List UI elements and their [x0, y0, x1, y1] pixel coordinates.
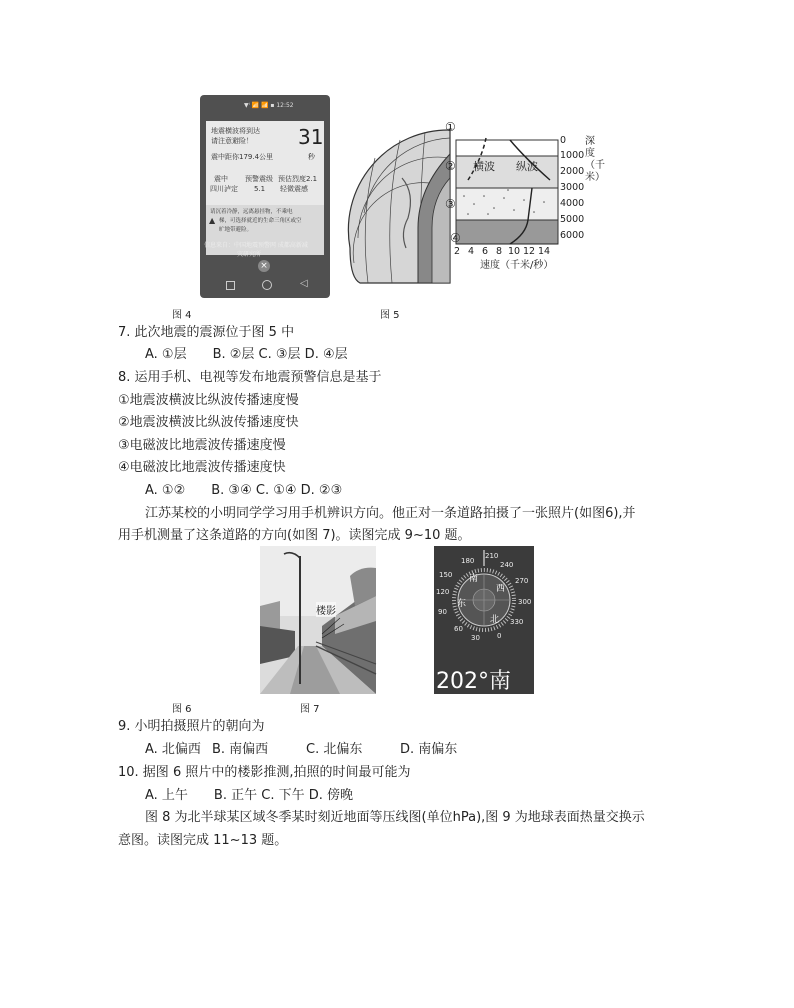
layer-4-band: [456, 220, 558, 244]
speed-tick: 10: [508, 246, 521, 257]
street-photo-figure: [260, 546, 376, 694]
close-icon[interactable]: ×: [258, 260, 270, 272]
compass-tick: 270: [515, 577, 529, 585]
layer-1-band: [456, 140, 558, 156]
compass-dial: [434, 546, 534, 662]
q8-statement-4: ④电磁波比地震波传播速度快: [118, 460, 286, 475]
q10-options: A. 上午 B. 正午 C. 下午 D. 傍晚: [145, 788, 353, 803]
intro-11-13-line-2: 意图。读图完成 11~13 题。: [118, 833, 288, 848]
compass-tick: 150: [439, 571, 453, 579]
south-label: 南: [469, 574, 479, 584]
q7-stem: 7. 此次地震的震源位于图 5 中: [118, 325, 295, 340]
east-label: 东: [457, 599, 467, 609]
speed-tick: 4: [468, 246, 475, 257]
q9-option-a: A. 北偏西: [145, 742, 201, 757]
q8-statement-3: ③电磁波比地震波传播速度慢: [118, 438, 286, 453]
warning-line-3: 旷地带避险。: [219, 227, 253, 233]
seconds-unit: 秒: [308, 153, 315, 161]
building-shadow-label: 楼影: [316, 602, 336, 617]
q9-option-c: C. 北偏东: [306, 742, 363, 757]
recent-apps-icon[interactable]: [226, 281, 235, 290]
home-icon[interactable]: [262, 280, 272, 290]
compass-tick: 210: [485, 552, 499, 560]
compass-tick: 240: [500, 561, 514, 569]
compass-tick: 60: [454, 625, 463, 633]
epicenter-value: 四川泸定: [210, 185, 238, 193]
depth-tick: 4000: [560, 198, 585, 209]
depth-tick: 6000: [560, 230, 585, 241]
intro-9-10-line-1: 江苏某校的小明同学学习用手机辨识方向。他正对一条道路拍摄了一张照片(如图6),并: [145, 506, 636, 521]
depth-tick: 5000: [560, 214, 585, 225]
depth-axis-label: 深度（千米）: [585, 136, 605, 183]
compass-tick: 120: [436, 588, 450, 596]
status-bar: ▼ⁱ 📶 📶 ▪ 12:52: [244, 102, 294, 109]
speed-tick: 12: [523, 246, 536, 257]
heading-readout: 202°南: [436, 669, 511, 694]
q9-option-d: D. 南偏东: [400, 742, 458, 757]
q9-option-b: B. 南偏西: [212, 742, 269, 757]
earth-interior-figure: [340, 118, 585, 308]
warning-line-1: 请沉着冷静，远离悬挂物，不乘电: [210, 209, 293, 215]
q8-stem: 8. 运用手机、电视等发布地震预警信息是基于: [118, 370, 382, 385]
warning-line-2: 梯，可选择就近的生命三角区或空: [219, 218, 302, 224]
compass-figure: [434, 546, 534, 694]
epicenter-header: 震中: [214, 175, 228, 183]
depth-tick: 0: [560, 135, 567, 146]
magnitude-value: 5.1: [254, 185, 266, 193]
q8-statement-2: ②地震波横波比纵波传播速度快: [118, 415, 299, 430]
countdown-number: 31: [298, 125, 324, 149]
warning-icon: ▲: [209, 216, 216, 225]
north-label: 北: [490, 615, 500, 625]
street-scene: [260, 546, 376, 694]
section-chart: [456, 138, 558, 244]
compass-tick: 90: [438, 608, 447, 616]
compass-tick: 30: [471, 634, 480, 642]
intensity-header: 预估烈度2.1: [278, 175, 318, 183]
figure-5-caption: 图 5: [380, 310, 400, 321]
source-line-1: 信息来自：中国地震预警网 成都高新减: [204, 242, 308, 249]
q7-options: A. ①层 B. ②层 C. ③层 D. ④层: [145, 347, 348, 362]
speed-tick: 14: [538, 246, 551, 257]
intro-9-10-line-2: 用手机测量了这条道路的方向(如图 7)。读图完成 9~10 题。: [118, 528, 471, 543]
depth-tick: 1000: [560, 150, 585, 161]
p-wave-label: 纵波: [516, 160, 538, 173]
layer-3-marker: ③: [445, 197, 456, 211]
compass-tick: 300: [518, 598, 532, 606]
shear-wave-label: 横波: [473, 160, 495, 173]
source-line-2: 灾研究所: [237, 251, 262, 258]
q9-stem: 9. 小明拍摄照片的朝向为: [118, 719, 265, 734]
layer-4-marker: ④: [450, 231, 461, 245]
figure-6-caption: 图 6: [172, 704, 192, 715]
q8-options: A. ①② B. ③④ C. ①④ D. ②③: [145, 483, 343, 498]
globe-shape: [348, 130, 450, 283]
intensity-value: 轻微震感: [280, 185, 308, 193]
layer-2-band: [456, 156, 558, 188]
layer-2-marker: ②: [445, 159, 456, 173]
magnitude-header: 预警震级: [245, 175, 273, 183]
speed-tick: 8: [496, 246, 503, 257]
back-icon[interactable]: ◁: [300, 278, 308, 289]
q8-statement-1: ①地震波横波比纵波传播速度慢: [118, 393, 299, 408]
earthquake-alert-phone-figure: [200, 95, 330, 298]
compass-tick: 0: [497, 632, 502, 640]
distance-text: 震中距你179.4公里: [211, 153, 274, 161]
layer-3-band: [456, 188, 558, 220]
speed-tick: 6: [482, 246, 489, 257]
alert-line-2: 请注意避险！: [211, 137, 253, 145]
layer-1-marker: ①: [445, 120, 456, 134]
west-label: 西: [496, 584, 506, 594]
speed-axis-label: 速度（千米/秒）: [480, 260, 554, 271]
depth-tick: 3000: [560, 182, 585, 193]
depth-tick: 2000: [560, 166, 585, 177]
compass-tick: 180: [461, 557, 475, 565]
alert-line-1: 地震横波将到达: [211, 127, 260, 135]
compass-tick: 330: [510, 618, 524, 626]
intro-11-13-line-1: 图 8 为北半球某区域冬季某时刻近地面等压线图(单位hPa),图 9 为地球表面热量交换示: [145, 810, 645, 825]
speed-tick: 2: [454, 246, 461, 257]
figure-4-caption: 图 4: [172, 310, 192, 321]
q10-stem: 10. 据图 6 照片中的楼影推测,拍照的时间最可能为: [118, 765, 411, 780]
figure-7-caption: 图 7: [300, 704, 320, 715]
